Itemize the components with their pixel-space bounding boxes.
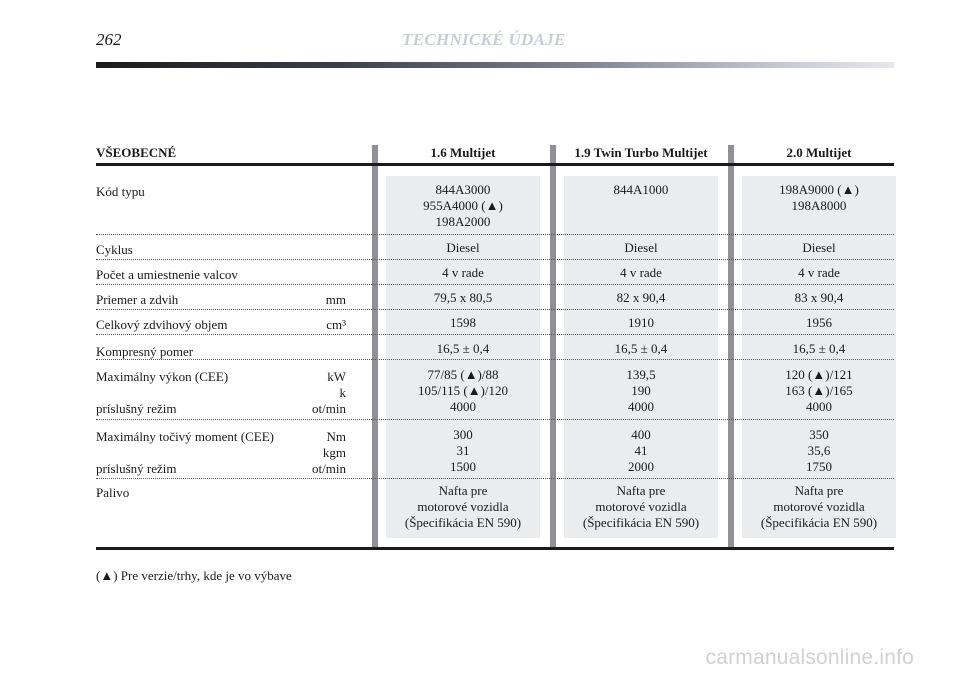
row-rule	[96, 284, 894, 285]
page-number: 262	[96, 30, 122, 49]
table-header-engine-1: 1.6 Multijet	[430, 145, 496, 160]
cell-value: 77/85 (▲)/88 105/115 (▲)/120 4000	[417, 367, 509, 414]
row-rule	[96, 259, 894, 260]
row-label-secondary: príslušný režim	[96, 461, 177, 476]
row-label: Maximálny točivý moment (CEE)	[96, 429, 274, 444]
footnote: (▲) Pre verzie/trhy, kde je vo výbave	[96, 568, 292, 583]
row-unit: mm	[325, 292, 346, 307]
cell-value: 1598	[450, 315, 476, 330]
row-rule	[96, 359, 894, 360]
row-unit: kgm	[322, 445, 346, 460]
table-header-engine-3: 2.0 Multijet	[786, 145, 852, 160]
row-unit: kW	[327, 369, 346, 384]
cell-value: 120 (▲)/121 163 (▲)/165 4000	[785, 367, 853, 414]
cell-value: 82 x 90,4	[616, 290, 666, 305]
row-rule	[96, 478, 894, 479]
row-unit: Nm	[326, 429, 346, 444]
cell-value: 400 41 2000	[628, 427, 654, 474]
row-label: Cyklus	[96, 242, 133, 257]
cell-value: Nafta pre motorové vozidla (Špecifikácia EN 590)	[582, 483, 700, 530]
row-label: Maximálny výkon (CEE)	[96, 369, 229, 384]
cell-value: 1956	[806, 315, 832, 330]
cell-value: 844A1000	[613, 182, 669, 197]
cell-value: Diesel	[624, 240, 658, 255]
cell-value: 16,5 ± 0,4	[792, 341, 846, 356]
table-header-general: VŠEOBECNÉ	[96, 145, 177, 160]
cell-value: 300 31 1500	[450, 427, 476, 474]
row-unit: ot/min	[312, 401, 346, 416]
row-label: Celkový zdvihový objem	[96, 317, 228, 332]
row-label: Priemer a zdvih	[96, 292, 179, 307]
cell-value: 83 x 90,4	[794, 290, 844, 305]
row-rule	[96, 334, 894, 335]
column-separator	[550, 145, 556, 550]
footer-rule-thick	[96, 547, 894, 550]
row-label-secondary: príslušný režim	[96, 401, 177, 416]
header-rule-thick	[96, 163, 894, 166]
cell-value: 1910	[628, 315, 654, 330]
row-rule	[96, 234, 894, 235]
cell-value: 16,5 ± 0,4	[436, 341, 490, 356]
column-separator	[372, 145, 378, 550]
header-rule	[96, 62, 894, 68]
row-rule	[96, 419, 894, 420]
cell-value: Nafta pre motorové vozidla (Špecifikácia EN 590)	[760, 483, 878, 530]
row-unit: cm³	[326, 317, 346, 332]
row-label: Kompresný pomer	[96, 344, 194, 359]
cell-value: 198A9000 (▲) 198A8000	[779, 182, 859, 213]
cell-value: 4 v rade	[620, 265, 662, 280]
column-separator	[728, 145, 734, 550]
section-title: TECHNICKÉ ÚDAJE	[402, 30, 566, 49]
row-rule	[96, 309, 894, 310]
cell-value: 4 v rade	[442, 265, 484, 280]
spec-table	[96, 145, 894, 551]
cell-value: 16,5 ± 0,4	[614, 341, 668, 356]
cell-value: 350 35,6 1750	[806, 427, 832, 474]
cell-value: 79,5 x 80,5	[433, 290, 493, 305]
cell-value: 4 v rade	[798, 265, 840, 280]
row-label: Kód typu	[96, 184, 145, 199]
row-label: Počet a umiestnenie valcov	[96, 267, 238, 282]
row-label: Palivo	[96, 485, 130, 500]
cell-value: Nafta pre motorové vozidla (Špecifikácia EN 590)	[404, 483, 522, 530]
cell-value: Diesel	[446, 240, 480, 255]
cell-value: Diesel	[802, 240, 836, 255]
row-unit: ot/min	[312, 461, 346, 476]
cell-value: 844A3000 955A4000 (▲) 198A2000	[423, 182, 503, 229]
watermark: carmanualsonline.info	[705, 646, 914, 669]
cell-value: 139,5 190 4000	[626, 367, 656, 414]
row-unit: k	[339, 385, 346, 400]
table-header-engine-2: 1.9 Twin Turbo Multijet	[574, 145, 708, 160]
